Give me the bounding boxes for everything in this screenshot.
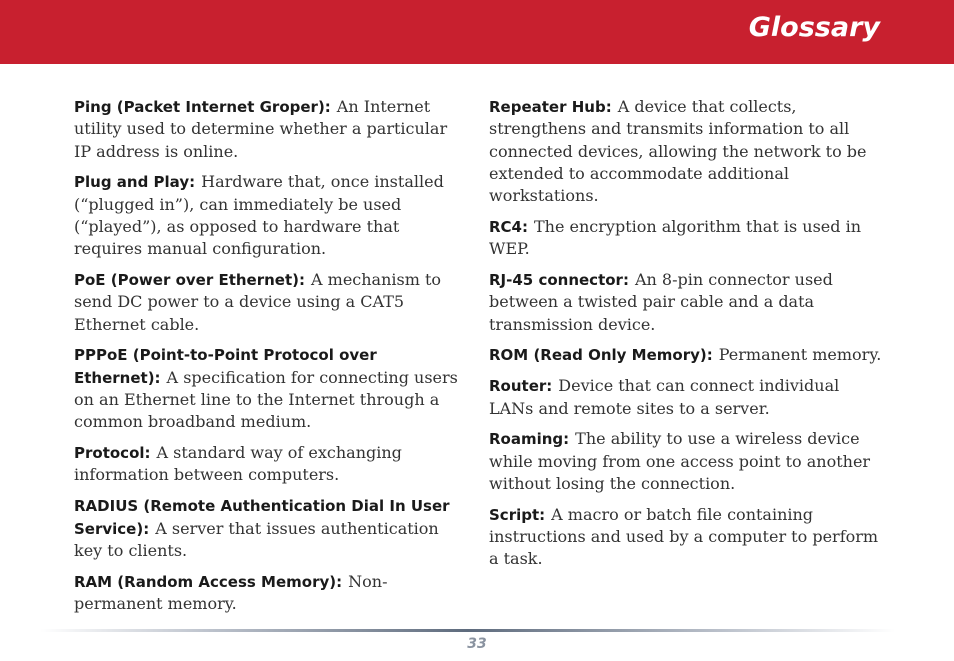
footer-divider (40, 629, 895, 632)
glossary-term: Plug and Play: (74, 173, 196, 192)
glossary-term: Roaming: (489, 430, 570, 449)
glossary-term: ROM (Read Only Memory): (489, 346, 713, 365)
glossary-term: RJ-45 connector: (489, 271, 629, 290)
glossary-definition: The encryption algorithm that is used in WEP. (489, 216, 861, 259)
glossary-term: Protocol: (74, 444, 151, 463)
glossary-definition: An Internet utility used to determine whether a particular IP address is online. (74, 97, 448, 161)
glossary-column-right (489, 96, 884, 579)
page-number: 33 (467, 636, 487, 652)
glossary-entry (489, 216, 884, 261)
glossary-definition: Hardware that, once installed (“plugged in”), can immediately be used (“played”), as opposed to hardware that requires manual configuration. (74, 172, 444, 259)
glossary-definition: A macro or batch file containing instructions and used by a computer to perform a task. (489, 504, 879, 569)
glossary-entry (74, 96, 469, 163)
glossary-entry (74, 269, 469, 336)
glossary-term: PPPoE (Point-to-Point Protocol over Ethernet): (74, 346, 377, 387)
glossary-definition: A server that issues authentication key to clients. (74, 518, 439, 560)
glossary-term: Router: (489, 377, 553, 396)
glossary-entry (489, 504, 884, 571)
glossary-entry (489, 269, 884, 336)
glossary-entry (489, 344, 884, 366)
glossary-definition: The ability to use a wireless device while moving from one access point to another without losing the connection. (489, 429, 871, 493)
glossary-entry (489, 375, 884, 420)
glossary-term: RC4: (489, 217, 528, 236)
glossary-definition: A device that collects, strengthens and transmits information to all connected devices, allowing the network to be extended to accommodate additional workstations. (489, 97, 867, 206)
glossary-definition: An 8-pin connector used between a twisted pair cable and a data transmission device. (489, 270, 833, 334)
glossary-entry (74, 495, 469, 562)
glossary-term: PoE (Power over Ethernet): (74, 271, 305, 290)
glossary-definition: Device that can connect individual LANs and remote sites to a server. (489, 376, 840, 418)
glossary-term: Script: (489, 505, 546, 524)
header-banner (0, 0, 954, 64)
glossary-entry (74, 571, 469, 616)
glossary-entry (74, 344, 469, 433)
glossary-column-left (74, 96, 469, 624)
glossary-entry (74, 442, 469, 487)
glossary-entry (489, 428, 884, 495)
glossary-term: RADIUS (Remote Authentication Dial In User Service): (74, 497, 450, 538)
glossary-definition: A specification for connecting users on an Ethernet line to the Internet through a common broadband medium. (74, 367, 458, 432)
glossary-entry (74, 171, 469, 260)
glossary-definition: A standard way of exchanging information between computers. (74, 443, 402, 485)
glossary-definition: A mechanism to send DC power to a device using a CAT5 Ethernet cable. (74, 270, 442, 334)
glossary-definition: Permanent memory. (718, 345, 882, 365)
glossary-term: RAM (Random Access Memory): (74, 572, 343, 591)
glossary-term: Ping (Packet Internet Groper): (74, 98, 331, 116)
glossary-definition: Non-permanent memory. (74, 571, 388, 613)
page-title: Glossary (748, 12, 880, 43)
glossary-term: Repeater Hub: (489, 98, 612, 116)
glossary-entry (489, 96, 884, 207)
